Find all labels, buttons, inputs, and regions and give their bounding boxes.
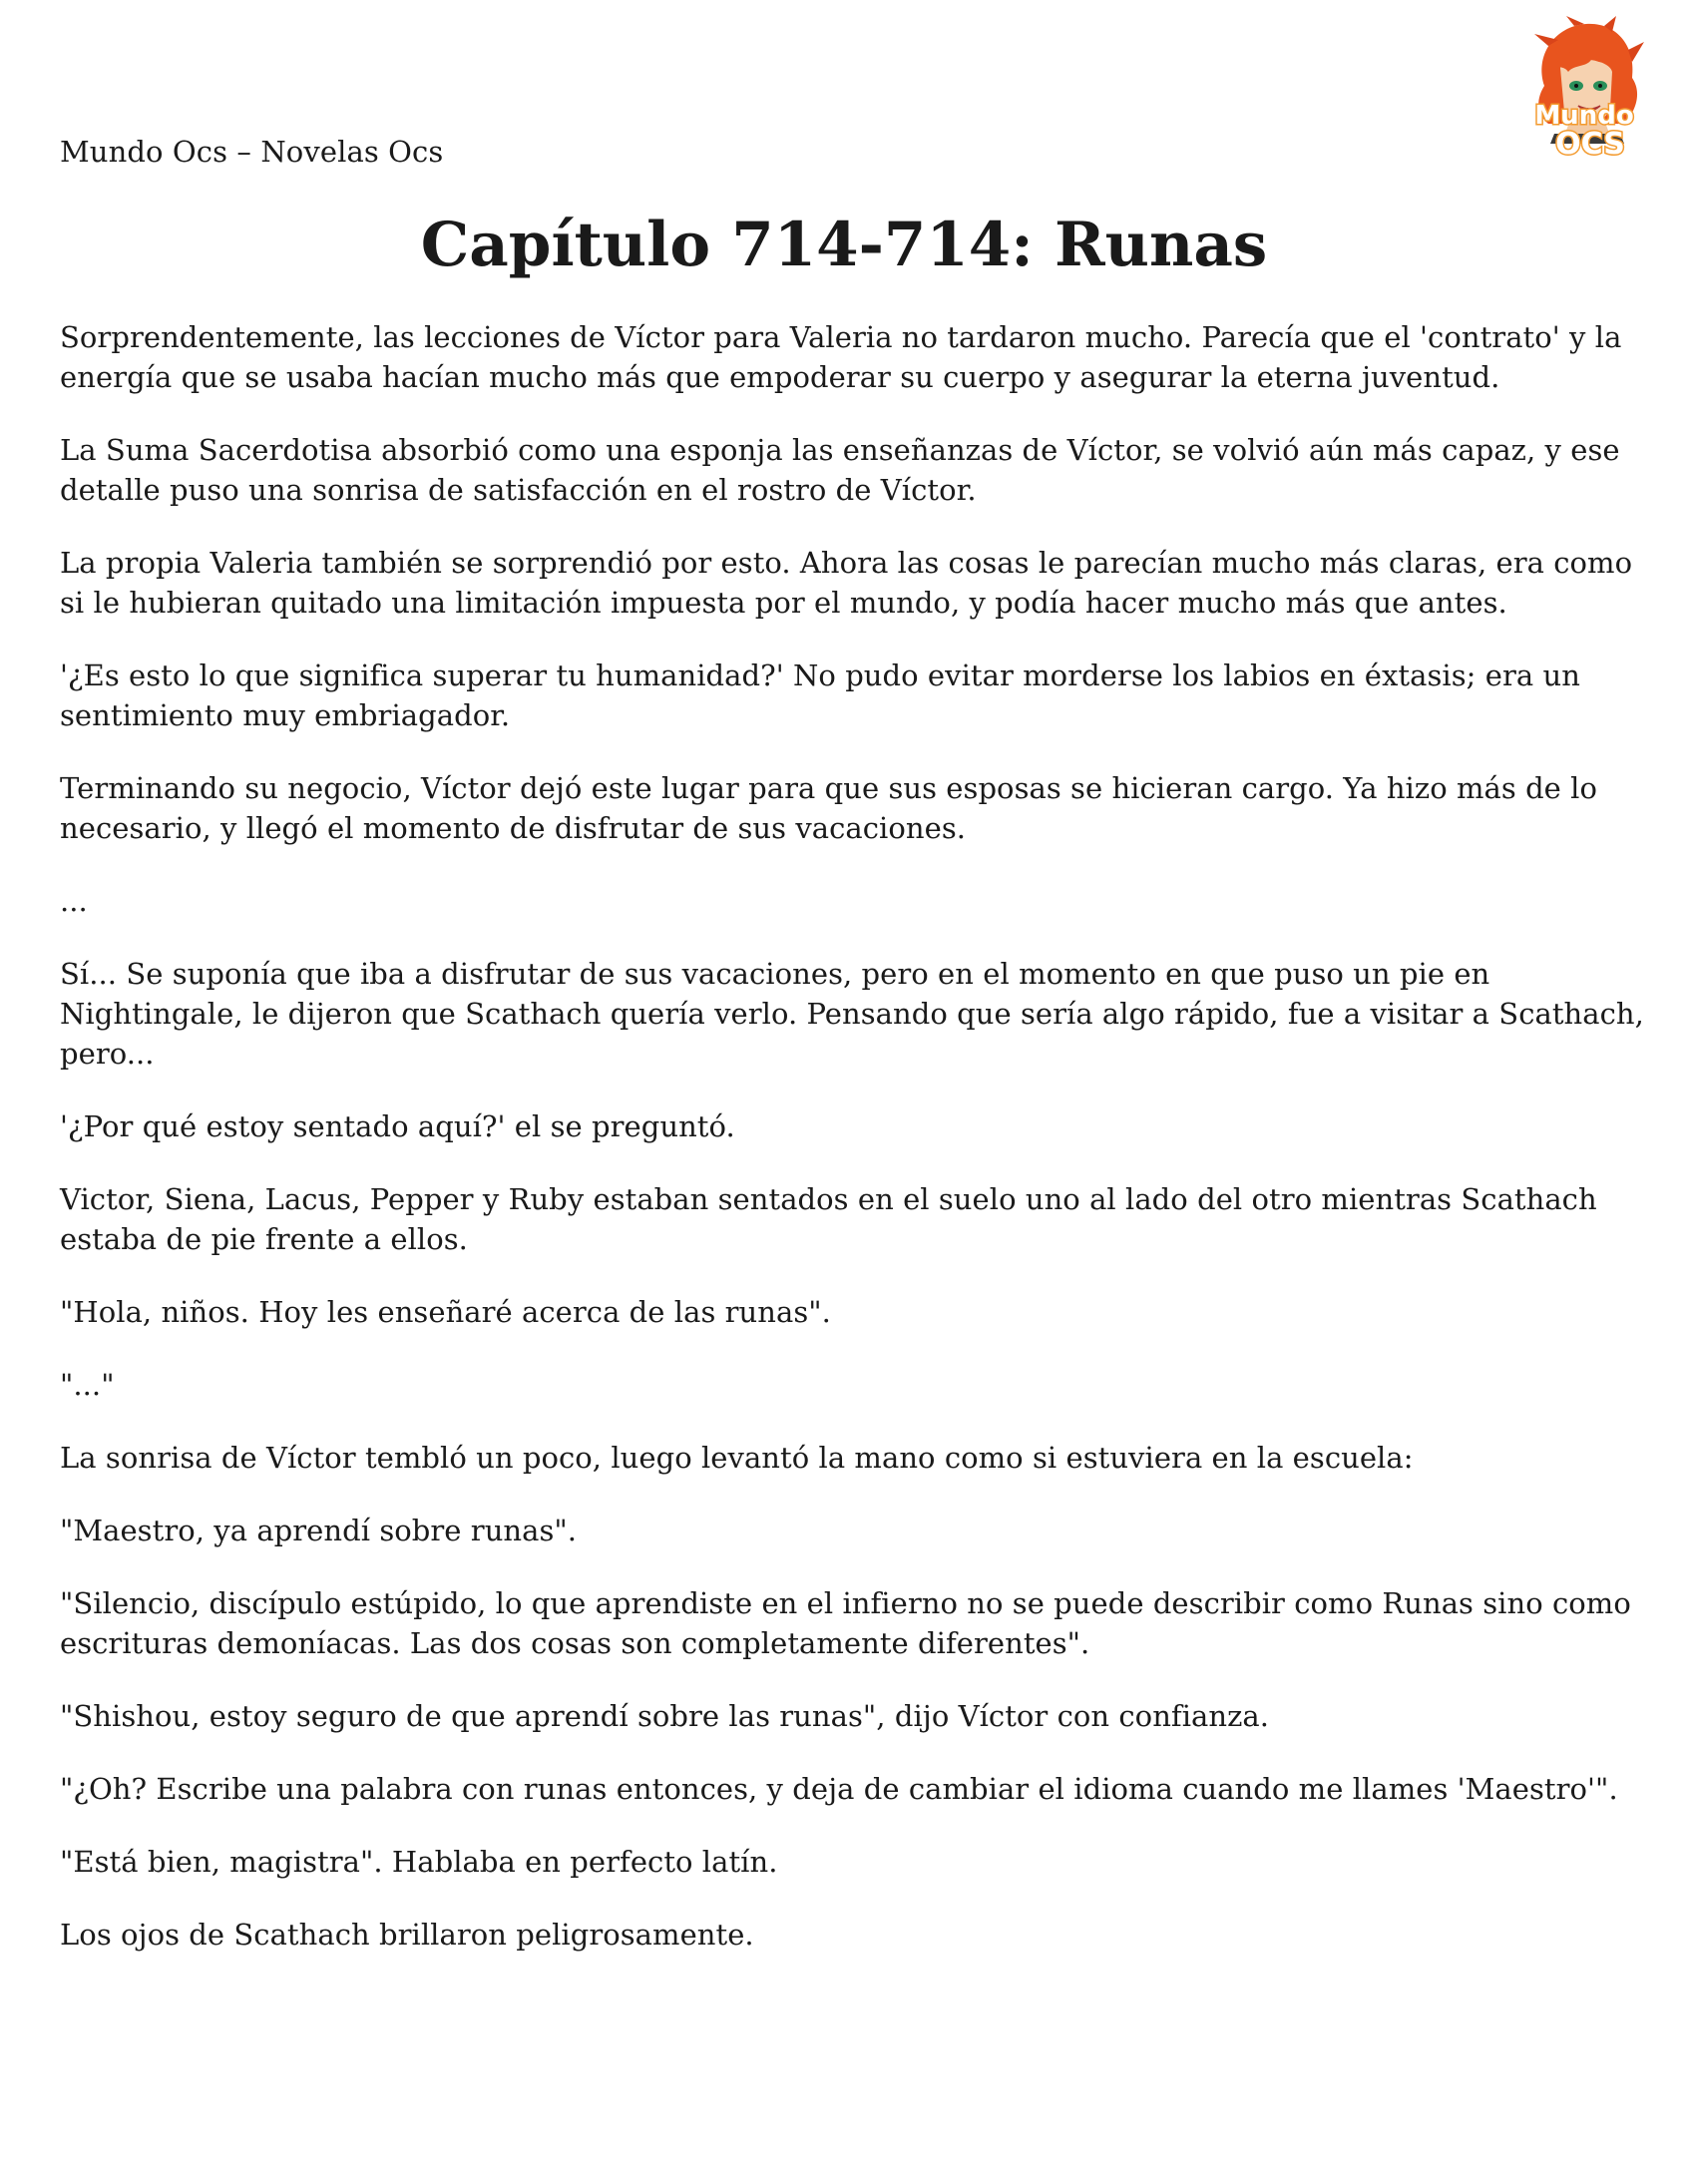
- paragraph: La propia Valeria también se sorprendió por esto. Ahora las cosas le parecían mucho más claras, era como si le hubieran quitado una limitación impuesta por el mundo, y podía hacer mucho más que antes.: [60, 546, 1633, 620]
- paragraph: Terminando su negocio, Víctor dejó este lugar para que sus esposas se hicieran cargo. Ya hizo más de lo necesario, y llegó el momento de disfrutar de sus vacaciones.: [60, 771, 1598, 845]
- paragraph: "Silencio, discípulo estúpido, lo que aprendiste en el infierno no se puede describir como Runas sino como escrituras demoníacas. Las dos cosas son completamente diferentes".: [60, 1586, 1631, 1660]
- paragraph: ...: [60, 884, 88, 918]
- paragraph: "Está bien, magistra". Hablaba en perfecto latín.: [60, 1845, 778, 1879]
- paragraph: La Suma Sacerdotisa absorbió como una esponja las enseñanzas de Víctor, se volvió aún más capaz, y ese detalle puso una sonrisa de satisfacción en el rostro de Víctor.: [60, 433, 1620, 507]
- paragraph: '¿Es esto lo que significa superar tu humanidad?' No pudo evitar morderse los labios en éxtasis; era un sentimiento muy embriagador.: [60, 658, 1580, 732]
- paragraph: '¿Por qué estoy sentado aquí?' el se preguntó.: [60, 1109, 735, 1143]
- paragraph: La sonrisa de Víctor tembló un poco, luego levantó la mano como si estuviera en la escuela:: [60, 1441, 1414, 1475]
- paragraph: Sorprendentemente, las lecciones de Víctor para Valeria no tardaron mucho. Parecía que el 'contrato' y la energía que se usaba hacían mucho más que empoderar su cuerpo y asegurar la eterna juventud.: [60, 320, 1622, 394]
- paragraph: "...": [60, 1368, 115, 1402]
- paragraph: Los ojos de Scathach brillaron peligrosamente.: [60, 1918, 754, 1952]
- chapter-title: Capítulo 714-714: Runas: [420, 210, 1268, 280]
- paragraph: Sí... Se suponía que iba a disfrutar de sus vacaciones, pero en el momento en que puso un pie en Nightingale, le dijeron que Scathach quería verlo. Pensando que sería algo rápido, fue a visitar a Scathach, pero...: [60, 957, 1644, 1071]
- logo-text-bottom: OCS: [1555, 127, 1625, 162]
- paragraph: "Hola, niños. Hoy les enseñaré acerca de las runas".: [60, 1295, 831, 1329]
- site-header-text: Mundo Ocs – Novelas Ocs: [60, 135, 444, 169]
- paragraph: Victor, Siena, Lacus, Pepper y Ruby estaban sentados en el suelo uno al lado del otro mientras Scathach estaba de pie frente a ellos.: [60, 1182, 1597, 1256]
- paragraph: "Shishou, estoy seguro de que aprendí sobre las runas", dijo Víctor con confianza.: [60, 1699, 1270, 1733]
- anime-character-logo-icon: [1504, 16, 1664, 176]
- chapter-body: [60, 317, 1656, 1987]
- paragraph: "¿Oh? Escribe una palabra con runas entonces, y deja de cambiar el idioma cuando me llames 'Maestro'".: [60, 1772, 1618, 1806]
- logo-text-top: Mundo: [1534, 101, 1634, 131]
- paragraph: "Maestro, ya aprendí sobre runas".: [60, 1514, 578, 1547]
